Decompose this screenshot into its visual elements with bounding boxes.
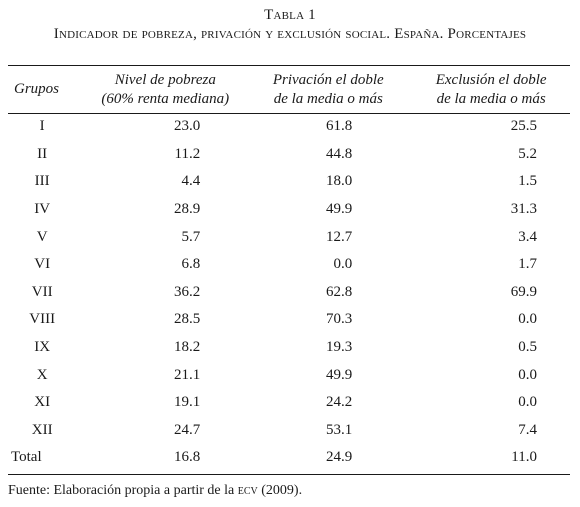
grupo-cell: VIII	[29, 311, 56, 328]
privacion-cell: 19.3	[326, 339, 353, 356]
table-subtitle: Indicador de pobreza, privación y exclusión social. España. Porcentajes	[53, 26, 527, 42]
grupo-cell: VI	[34, 256, 51, 273]
table-row	[8, 389, 570, 417]
pobreza-cell: 16.8	[174, 449, 201, 466]
grupo-cell: IV	[34, 201, 51, 218]
pobreza-cell: 19.1	[174, 394, 201, 411]
column-header-privacion-line1: Privación el doble	[272, 71, 384, 88]
table-row	[8, 361, 570, 389]
data-table	[8, 66, 570, 472]
pobreza-cell: 24.7	[174, 421, 201, 438]
table-row	[8, 223, 570, 251]
privacion-cell: 44.8	[326, 145, 353, 162]
column-header-pobreza-line2: (60% renta mediana)	[101, 90, 230, 107]
exclusion-cell: 3.4	[518, 228, 537, 245]
column-header-pobreza-line1: Nivel de pobreza	[114, 71, 216, 88]
privacion-cell: 18.0	[326, 173, 353, 190]
pobreza-cell: 23.0	[174, 118, 201, 135]
exclusion-cell: 0.0	[518, 311, 537, 328]
grupo-cell: II	[37, 145, 48, 162]
exclusion-cell: 31.3	[510, 201, 537, 218]
exclusion-cell: 7.4	[518, 421, 537, 438]
pobreza-cell: 4.4	[181, 173, 201, 190]
privacion-cell: 24.9	[326, 449, 353, 466]
privacion-cell: 0.0	[333, 256, 353, 273]
privacion-cell: 70.3	[326, 311, 353, 328]
table-body	[8, 113, 570, 472]
column-header-grupos-label: Grupos	[14, 81, 60, 97]
grupo-cell: III	[34, 173, 50, 190]
exclusion-cell: 5.2	[518, 145, 537, 162]
exclusion-cell: 0.0	[518, 394, 537, 411]
column-header-grupos	[8, 66, 86, 113]
table-row	[8, 279, 570, 307]
table-row	[8, 168, 570, 196]
table-row	[8, 113, 570, 141]
column-header-exclusion-line2: de la media o más	[436, 90, 546, 107]
pobreza-cell: 11.2	[174, 145, 201, 162]
grupo-cell: V	[36, 228, 48, 245]
pobreza-cell: 5.7	[181, 228, 201, 245]
grupo-cell: XII	[31, 421, 53, 438]
table-row	[8, 251, 570, 279]
source-prefix: Fuente: Elaboración propia a partir de la	[8, 483, 235, 498]
privacion-cell: 12.7	[326, 228, 353, 245]
column-header-exclusion	[412, 66, 570, 113]
pobreza-cell: 6.8	[181, 256, 201, 273]
column-header-exclusion-line1: Exclusión el doble	[435, 71, 547, 88]
privacion-cell: 24.2	[326, 394, 353, 411]
exclusion-cell: 1.5	[518, 173, 537, 190]
table-header	[8, 66, 570, 113]
column-header-pobreza	[86, 66, 244, 113]
column-header-privacion-line2: de la media o más	[273, 90, 383, 107]
table-row	[8, 196, 570, 224]
exclusion-cell: 25.5	[510, 118, 537, 135]
grupo-cell: X	[36, 366, 48, 383]
source-acronym: ecv	[237, 483, 258, 498]
privacion-cell: 53.1	[326, 421, 353, 438]
pobreza-cell: 21.1	[174, 366, 201, 383]
header-row	[8, 66, 570, 113]
grupo-cell: I	[39, 118, 45, 135]
table-row	[8, 141, 570, 169]
exclusion-cell: 1.7	[518, 256, 537, 273]
privacion-cell: 49.9	[326, 201, 353, 218]
privacion-cell: 61.8	[326, 118, 353, 135]
exclusion-cell: 0.0	[518, 366, 537, 383]
exclusion-cell: 0.5	[518, 339, 537, 356]
total-row	[8, 444, 570, 472]
grupo-cell: Total	[11, 449, 42, 466]
table-row	[8, 417, 570, 445]
pobreza-cell: 28.5	[174, 311, 201, 328]
table-title: Tabla 1	[264, 7, 316, 23]
source-note	[8, 482, 302, 500]
pobreza-cell: 36.2	[174, 283, 201, 300]
column-header-privacion	[244, 66, 412, 113]
table-row	[8, 306, 570, 334]
pobreza-cell: 18.2	[174, 339, 201, 356]
privacion-cell: 62.8	[326, 283, 353, 300]
bottom-rule	[8, 474, 570, 475]
pobreza-cell: 28.9	[174, 201, 201, 218]
grupo-cell: IX	[34, 339, 51, 356]
source-suffix: (2009).	[261, 483, 303, 498]
grupo-cell: XI	[34, 394, 51, 411]
exclusion-cell: 11.0	[511, 449, 537, 466]
exclusion-cell: 69.9	[510, 283, 537, 300]
table-row	[8, 334, 570, 362]
privacion-cell: 49.9	[326, 366, 353, 383]
grupo-cell: VII	[31, 283, 53, 300]
